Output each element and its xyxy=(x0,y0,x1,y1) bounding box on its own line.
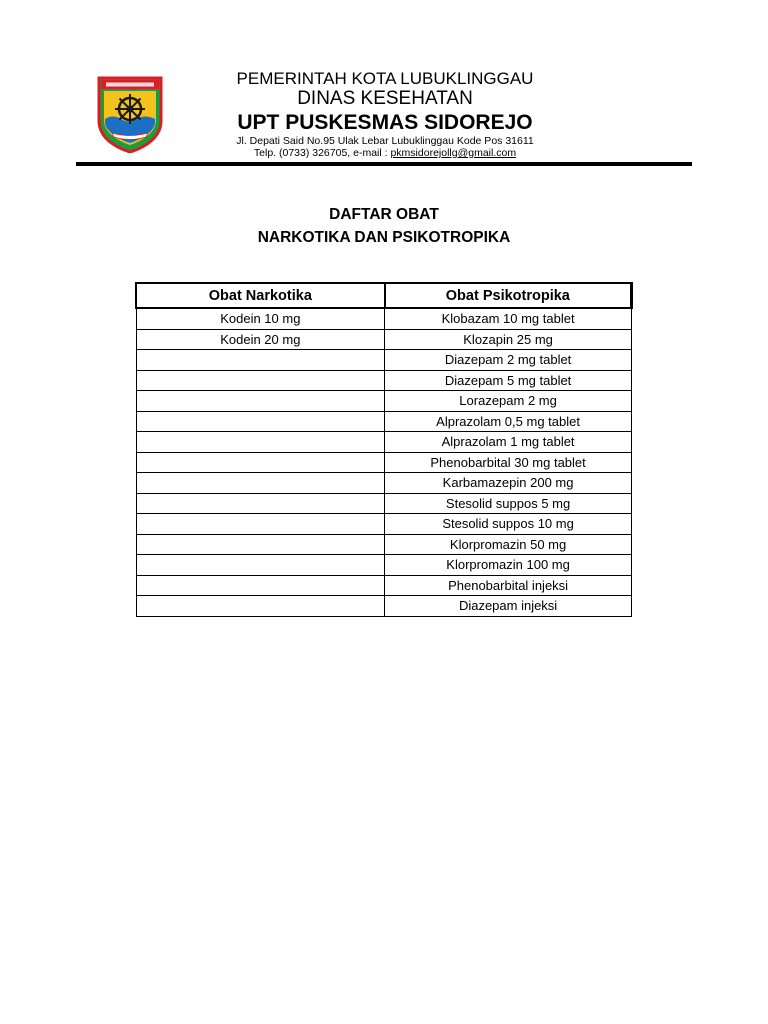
cell-psikotropika: Lorazepam 2 mg xyxy=(385,391,632,412)
cell-narkotika xyxy=(136,575,385,596)
institution-name: UPT PUSKESMAS SIDOREJO xyxy=(237,111,533,134)
document-title xyxy=(0,203,768,249)
table-row xyxy=(136,514,632,535)
cell-psikotropika: Klorpromazin 50 mg xyxy=(385,534,632,555)
cell-psikotropika: Phenobarbital injeksi xyxy=(385,575,632,596)
table-row xyxy=(136,370,632,391)
drug-list-table xyxy=(135,282,633,617)
cell-psikotropika: Karbamazepin 200 mg xyxy=(385,473,632,494)
contact-phone: Telp. (0733) 326705, e-mail : xyxy=(253,147,391,159)
table-row xyxy=(136,350,632,371)
cell-narkotika xyxy=(136,391,385,412)
cell-psikotropika: Klorpromazin 100 mg xyxy=(385,555,632,576)
cell-narkotika xyxy=(136,411,385,432)
cell-psikotropika: Stesolid suppos 5 mg xyxy=(385,493,632,514)
cell-psikotropika: Diazepam 5 mg tablet xyxy=(385,370,632,391)
cell-psikotropika: Stesolid suppos 10 mg xyxy=(385,514,632,535)
column-header-narkotika: Obat Narkotika xyxy=(136,283,385,308)
document-title-line2: NARKOTIKA DAN PSIKOTROPIKA xyxy=(257,229,511,246)
cell-narkotika xyxy=(136,452,385,473)
cell-narkotika xyxy=(136,350,385,371)
email-link[interactable]: pkmsidorejollg@gmail.com xyxy=(390,147,517,159)
table-row xyxy=(136,575,632,596)
table-body xyxy=(136,308,632,616)
table-row xyxy=(136,432,632,453)
table-row xyxy=(136,596,632,617)
table-row xyxy=(136,308,632,329)
cell-narkotika: Kodein 10 mg xyxy=(136,308,385,329)
cell-narkotika: Kodein 20 mg xyxy=(136,329,385,350)
cell-narkotika xyxy=(136,596,385,617)
government-name: PEMERINTAH KOTA LUBUKLINGGAU xyxy=(236,69,534,88)
cell-narkotika xyxy=(136,555,385,576)
letterhead-divider xyxy=(76,162,692,166)
cell-narkotika xyxy=(136,432,385,453)
cell-psikotropika: Klobazam 10 mg tablet xyxy=(385,308,632,329)
cell-narkotika xyxy=(136,473,385,494)
table-row xyxy=(136,452,632,473)
table-row xyxy=(136,555,632,576)
city-emblem-logo xyxy=(96,75,164,153)
cell-narkotika xyxy=(136,370,385,391)
table-header-row xyxy=(136,283,632,308)
letterhead xyxy=(180,69,590,159)
table-row xyxy=(136,534,632,555)
column-header-psikotropika: Obat Psikotropika xyxy=(385,283,632,308)
cell-narkotika xyxy=(136,514,385,535)
table-row xyxy=(136,493,632,514)
table-row xyxy=(136,329,632,350)
cell-narkotika xyxy=(136,493,385,514)
table-row xyxy=(136,411,632,432)
document-title-line1: DAFTAR OBAT xyxy=(329,206,439,223)
table-row xyxy=(136,391,632,412)
table-row xyxy=(136,473,632,494)
cell-narkotika xyxy=(136,534,385,555)
cell-psikotropika: Diazepam 2 mg tablet xyxy=(385,350,632,371)
cell-psikotropika: Klozapin 25 mg xyxy=(385,329,632,350)
cell-psikotropika: Phenobarbital 30 mg tablet xyxy=(385,452,632,473)
cell-psikotropika: Diazepam injeksi xyxy=(385,596,632,617)
address-line: Jl. Depati Said No.95 Ulak Lebar Lubuklinggau Kode Pos 31611 xyxy=(236,135,534,147)
cell-psikotropika: Alprazolam 1 mg tablet xyxy=(385,432,632,453)
contact-line xyxy=(180,147,590,159)
department-name: DINAS KESEHATAN xyxy=(297,88,473,109)
cell-psikotropika: Alprazolam 0,5 mg tablet xyxy=(385,411,632,432)
